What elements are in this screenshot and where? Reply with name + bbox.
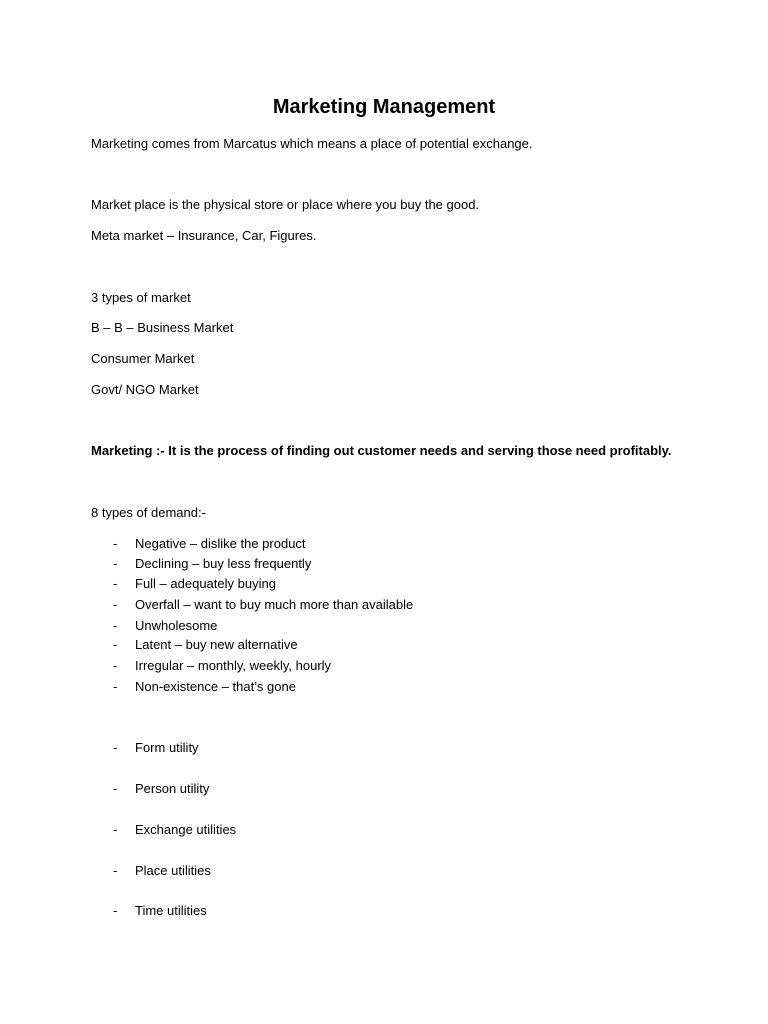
bullet-dash: - — [113, 618, 118, 633]
bullet-dash: - — [113, 822, 118, 837]
bullet-dash: - — [113, 679, 118, 694]
utility-item-label: Person utility — [135, 781, 210, 796]
bullet-dash: - — [113, 740, 118, 755]
utility-item-label: Place utilities — [135, 863, 211, 878]
bullet-dash: - — [113, 781, 118, 796]
utility-list-item — [113, 862, 211, 880]
utility-item-label: Form utility — [135, 740, 199, 755]
demand-item-label: Declining – buy less frequently — [135, 556, 312, 571]
bullet-dash: - — [113, 863, 118, 878]
demand-list-item — [113, 555, 311, 573]
utility-item-label: Time utilities — [135, 903, 207, 918]
bullet-dash: - — [113, 637, 118, 652]
utility-list-item — [113, 739, 199, 757]
market-type-item: B – B – Business Market — [91, 320, 234, 335]
bullet-dash: - — [113, 556, 118, 571]
demand-item-label: Overfall – want to buy much more than available — [135, 597, 414, 612]
demand-item-label: Irregular – monthly, weekly, hourly — [135, 658, 332, 673]
types-of-market-heading: 3 types of market — [91, 290, 191, 305]
demand-item-label: Latent – buy new alternative — [135, 637, 298, 652]
utility-list-item — [113, 780, 209, 798]
utility-item-label: Exchange utilities — [135, 822, 237, 837]
demand-item-label: Non-existence – that’s gone — [135, 679, 296, 694]
demand-item-label: Unwholesome — [135, 618, 218, 633]
bullet-dash: - — [113, 536, 118, 551]
demand-list-item — [113, 657, 331, 675]
meta-market-paragraph: Meta market – Insurance, Car, Figures. — [91, 228, 317, 243]
demand-heading: 8 types of demand:- — [91, 505, 206, 520]
demand-list-item — [113, 617, 217, 635]
page-title: Marketing Management — [272, 96, 496, 118]
marketing-definition: Marketing :- It is the process of finding out customer needs and serving those need profitably. — [91, 443, 672, 458]
bullet-dash: - — [113, 597, 118, 612]
market-type-item: Consumer Market — [91, 351, 195, 366]
demand-list-item — [113, 636, 298, 654]
demand-item-label: Full – adequately buying — [135, 576, 276, 591]
utility-list-item — [113, 821, 236, 839]
demand-list-item — [113, 575, 276, 593]
intro-paragraph: Marketing comes from Marcatus which means a place of potential exchange. — [91, 136, 533, 151]
bullet-dash: - — [113, 576, 118, 591]
bullet-dash: - — [113, 658, 118, 673]
demand-list-item — [113, 596, 413, 614]
demand-item-label: Negative – dislike the product — [135, 536, 306, 551]
demand-list-item — [113, 678, 296, 696]
utility-list-item — [113, 902, 207, 920]
demand-list-item — [113, 535, 306, 553]
market-type-item: Govt/ NGO Market — [91, 382, 199, 397]
market-place-paragraph: Market place is the physical store or place where you buy the good. — [91, 197, 480, 212]
bullet-dash: - — [113, 903, 118, 918]
